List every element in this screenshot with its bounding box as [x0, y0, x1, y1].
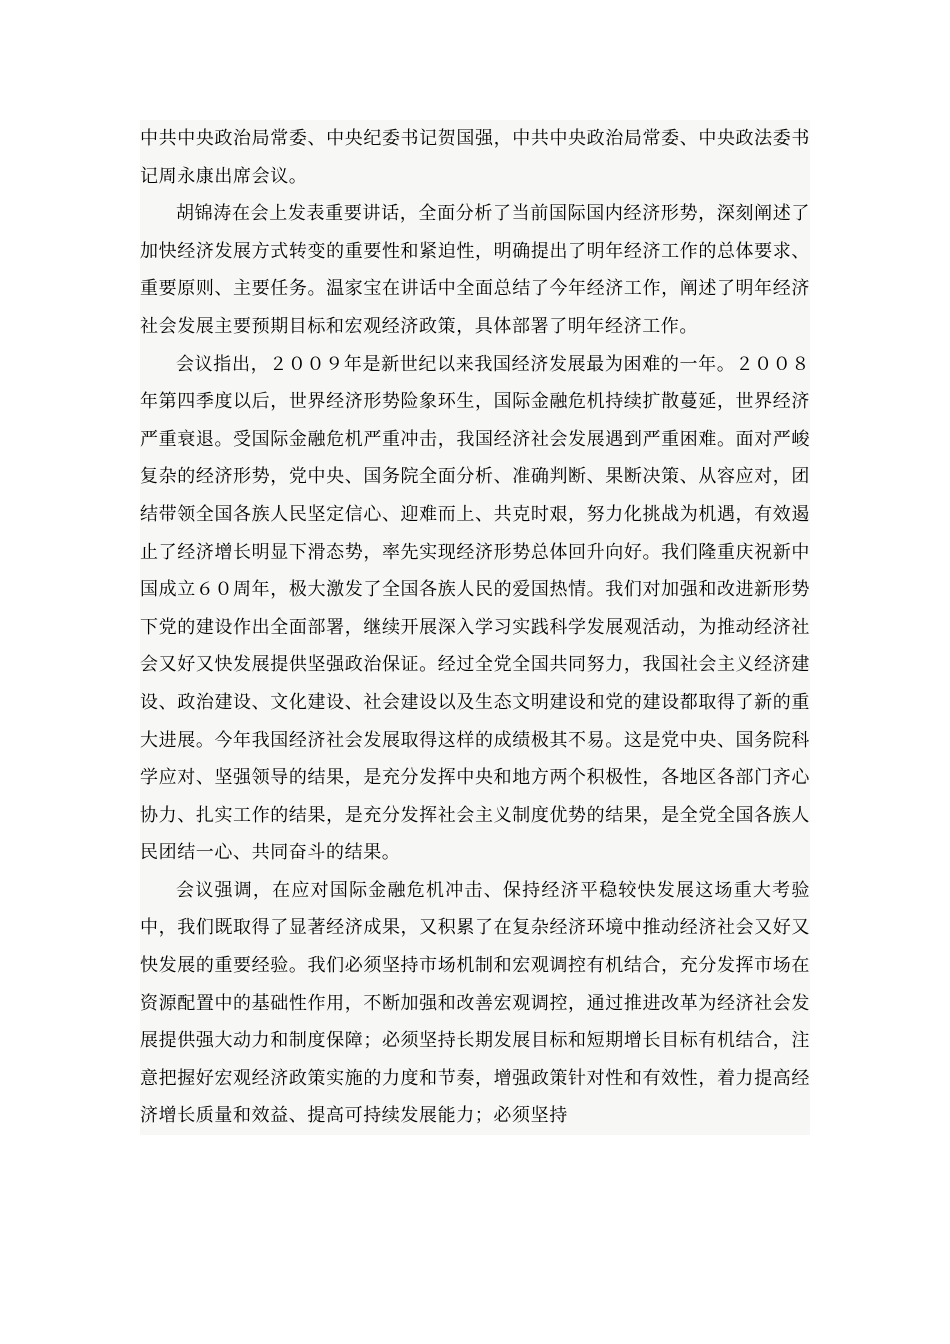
paragraph-meeting-emphasis: 会议强调，在应对国际金融危机冲击、保持经济平稳较快发展这场重大考验中，我们既取得了显著经济成果，又积累了在复杂经济环境中推动经济社会又好又快发展的重要经验。我们必须坚持市场机制和宏观调控有机结合，充分发挥市场在资源配置中的基础性作用，不断加强和改善宏观调控，通过推进改革为经济社会发展提供强大动力和制度保障；必须坚持长期发展目标和短期增长目标有机结合，注意把握好宏观经济政策实施的力度和节奏，增强政策针对性和有效性，着力提高经济增长质量和效益、提高可持续发展能力；必须坚持 — [140, 879, 810, 1127]
paragraph-speeches: 胡锦涛在会上发表重要讲话，全面分析了当前国际国内经济形势，深刻阐述了加快经济发展方式转变的重要性和紧迫性，明确提出了明年经济工作的总体要求、重要原则、主要任务。温家宝在讲话中全面总结了今年经济工作，阐述了明年经济社会发展主要预期目标和宏观经济政策，具体部署了明年经济工作。 — [140, 203, 810, 337]
document-body — [140, 120, 810, 1135]
paragraph-meeting-review: 会议指出，２００９年是新世纪以来我国经济发展最为困难的一年。２００８年第四季度以后，世界经济形势险象环生，国际金融危机持续扩散蔓延，世界经济严重衰退。受国际金融危机严重冲击，我国经济社会发展遇到严重困难。面对严峻复杂的经济形势，党中央、国务院全面分析、准确判断、果断决策、从容应对，团结带领全国各族人民坚定信心、迎难而上、共克时艰，努力化挑战为机遇，有效遏止了经济增长明显下滑态势，率先实现经济形势总体回升向好。我们隆重庆祝新中国成立６０周年，极大激发了全国各族人民的爱国热情。我们对加强和改进新形势下党的建设作出全面部署，继续开展深入学习实践科学发展观活动，为推动经济社会又好又快发展提供坚强政治保证。经过全党全国共同努力，我国社会主义经济建设、政治建设、文化建设、社会建设以及生态文明建设和党的建设都取得了新的重大进展。今年我国经济社会发展取得这样的成绩极其不易。这是党中央、国务院科学应对、坚强领导的结果，是充分发挥中央和地方两个积极性，各地区各部门齐心协力、扎实工作的结果，是充分发挥社会主义制度优势的结果，是全党全国各族人民团结一心、共同奋斗的结果。 — [140, 353, 810, 864]
paragraph-attendees: 中共中央政治局常委、中央纪委书记贺国强，中共中央政治局常委、中央政法委书记周永康出席会议。 — [140, 128, 810, 187]
